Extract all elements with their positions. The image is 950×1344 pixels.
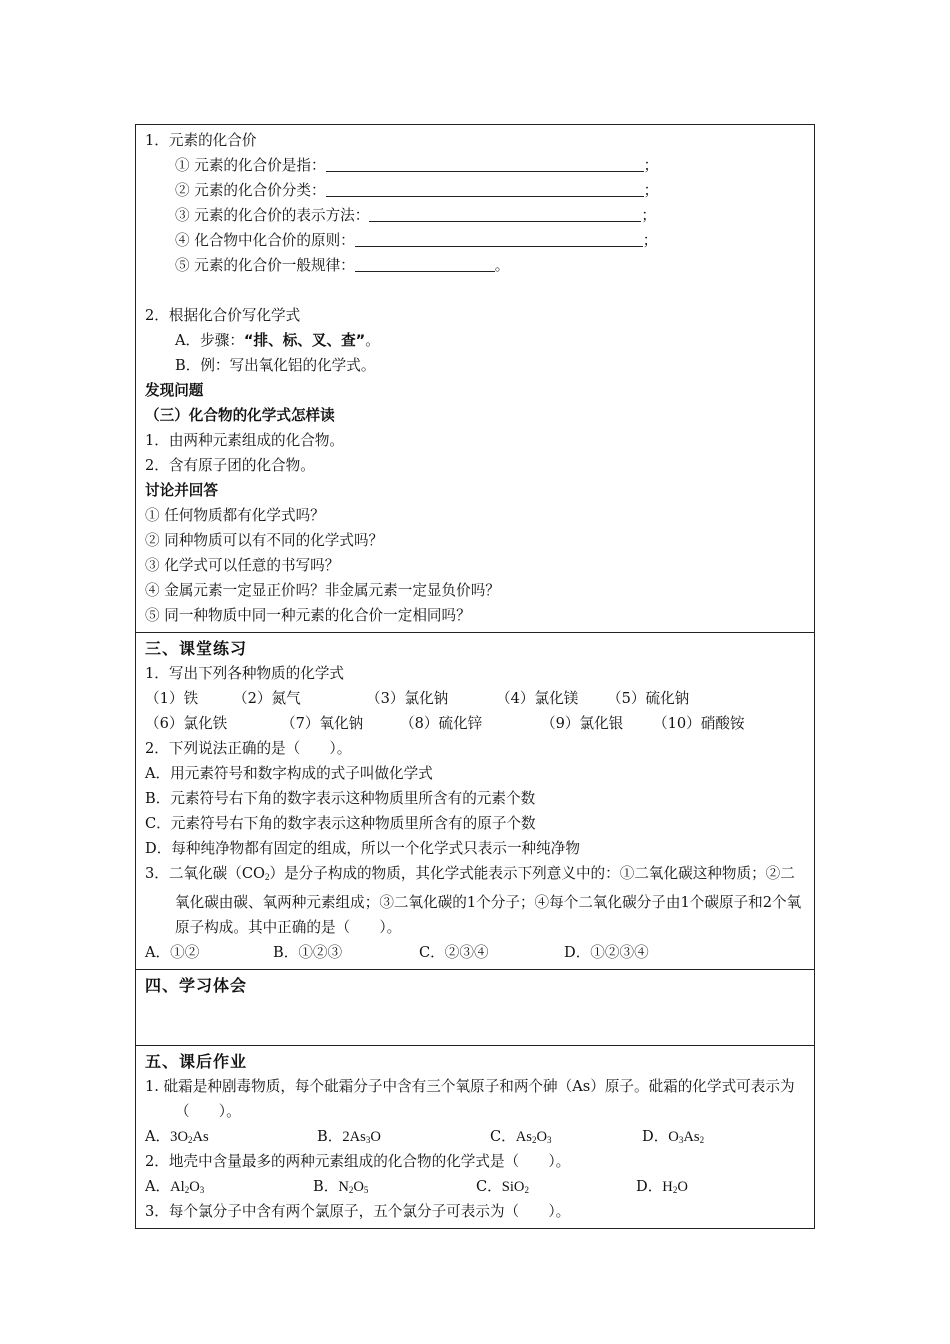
hw-q2-options — [145, 1174, 806, 1199]
formula-option: B．$2As_3O$ — [317, 1128, 381, 1145]
answer-blank[interactable] — [326, 155, 644, 172]
answer-blank[interactable] — [369, 205, 641, 222]
answer-blank[interactable] — [355, 255, 495, 272]
step-a: A．步骤：“排、标、叉、查”。 — [175, 332, 380, 349]
discuss-question: ① 任何物质都有化学式吗？ — [145, 507, 325, 524]
practice-q3: 3．二氧化碳$(CO_2)$是分子构成的物质，其化学式能表示下列意义中的：①二氧化碳这种物质；②二氧化碳由碳、氧两种元素组成；③二氧化碳的1个分子；④每个二氧化碳分子由1个碳原子和2个氧原子构成。其中正确的是（ ）。 — [145, 865, 802, 936]
fill-item-1: ① 元素的化合价是指： ； — [175, 157, 659, 174]
practice-q2: 2．下列说法正确的是（ ）。 — [145, 740, 352, 757]
fill-item-4: ④ 化合物中化合价的原则： ； — [175, 232, 658, 249]
write-formula-title: 2．根据化合价写化学式 — [145, 307, 301, 324]
section-reflection — [136, 969, 814, 1045]
substance-row-2: （6）氯化铁 （7）氧化钠 （8）硫化锌 （9）氯化银 （10）硝酸铵 — [145, 715, 745, 732]
substance-row-1: （1）铁 （2）氮气 （3）氯化钠 （4）氯化镁 （5）硫化钠 — [145, 690, 690, 707]
reflection-heading: 四、学习体会 — [145, 976, 248, 995]
step-b: B．例：写出氧化铝的化学式。 — [175, 357, 376, 374]
q2-option: A．用元素符号和数字构成的式子叫做化学式 — [145, 765, 433, 782]
homework-q1: 1. 砒霜是种剧毒物质，每个砒霜分子中含有三个氧原子和两个砷（As）原子。砒霜的化学式可表示为（ ）。 — [145, 1078, 795, 1120]
homework-q3: 3．每个氯分子中含有两个氯原子，五个氯分子可表示为（ ）。 — [145, 1203, 571, 1220]
formula-option: D．$O_3As_2$ — [642, 1128, 705, 1145]
read-rule-2: 2．含有原子团的化合物。 — [145, 457, 315, 474]
formula-option: B．$N_2O_5$ — [313, 1178, 369, 1195]
read-formula-heading: （三）化合物的化学式怎样读 — [145, 407, 335, 424]
worksheet-table — [135, 124, 815, 1229]
answer-blank[interactable] — [326, 180, 644, 197]
valence-title: 1．元素的化合价 — [145, 132, 257, 149]
section-valence — [136, 125, 814, 632]
formula-option: C．SiO$_2$ — [476, 1178, 529, 1195]
fill-item-3: ③ 元素的化合价的表示方法： ； — [175, 207, 656, 224]
formula-option: A．$3O_2As$ — [145, 1128, 209, 1145]
q2-option: B．元素符号右下角的数字表示这种物质里所含有的元素个数 — [145, 790, 536, 807]
practice-heading: 三、课堂练习 — [145, 639, 248, 658]
q2-option: D．每种纯净物都有固定的组成，所以一个化学式只表示一种纯净物 — [145, 840, 580, 857]
formula-option: C．$As_2O_3$ — [490, 1128, 552, 1145]
discuss-heading: 讨论并回答 — [145, 482, 218, 499]
answer-blank[interactable] — [355, 230, 643, 247]
homework-heading: 五、课后作业 — [145, 1052, 248, 1071]
discuss-question: ③ 化学式可以任意的书写吗？ — [145, 557, 340, 574]
discuss-question: ② 同种物质可以有不同的化学式吗？ — [145, 532, 384, 549]
fill-item-5: ⑤ 元素的化合价一般规律： 。 — [175, 257, 510, 274]
discuss-question: ⑤ 同一种物质中同一种元素的化合价一定相同吗？ — [145, 607, 471, 624]
discuss-question: ④ 金属元素一定显正价吗？非金属元素一定显负价吗？ — [145, 582, 500, 599]
hw-q1-options — [145, 1124, 806, 1149]
read-rule-1: 1．由两种元素组成的化合物。 — [145, 432, 345, 449]
discover-heading: 发现问题 — [145, 382, 204, 399]
fill-item-2: ② 元素的化合价分类： ； — [175, 182, 659, 199]
practice-q1: 1．写出下列各种物质的化学式 — [145, 665, 345, 682]
section-homework — [136, 1045, 814, 1228]
formula-option: A．$Al_2O_3$ — [145, 1178, 205, 1195]
q3-options: A．①② B．①②③ C．②③④ D．①②③④ — [145, 944, 649, 961]
homework-q2: 2．地壳中含量最多的两种元素组成的化合物的化学式是（ ）。 — [145, 1153, 571, 1170]
section-classroom-practice — [136, 632, 814, 969]
q2-option: C．元素符号右下角的数字表示这种物质里所含有的原子个数 — [145, 815, 536, 832]
formula-option: D．$H_2O$ — [636, 1178, 688, 1195]
